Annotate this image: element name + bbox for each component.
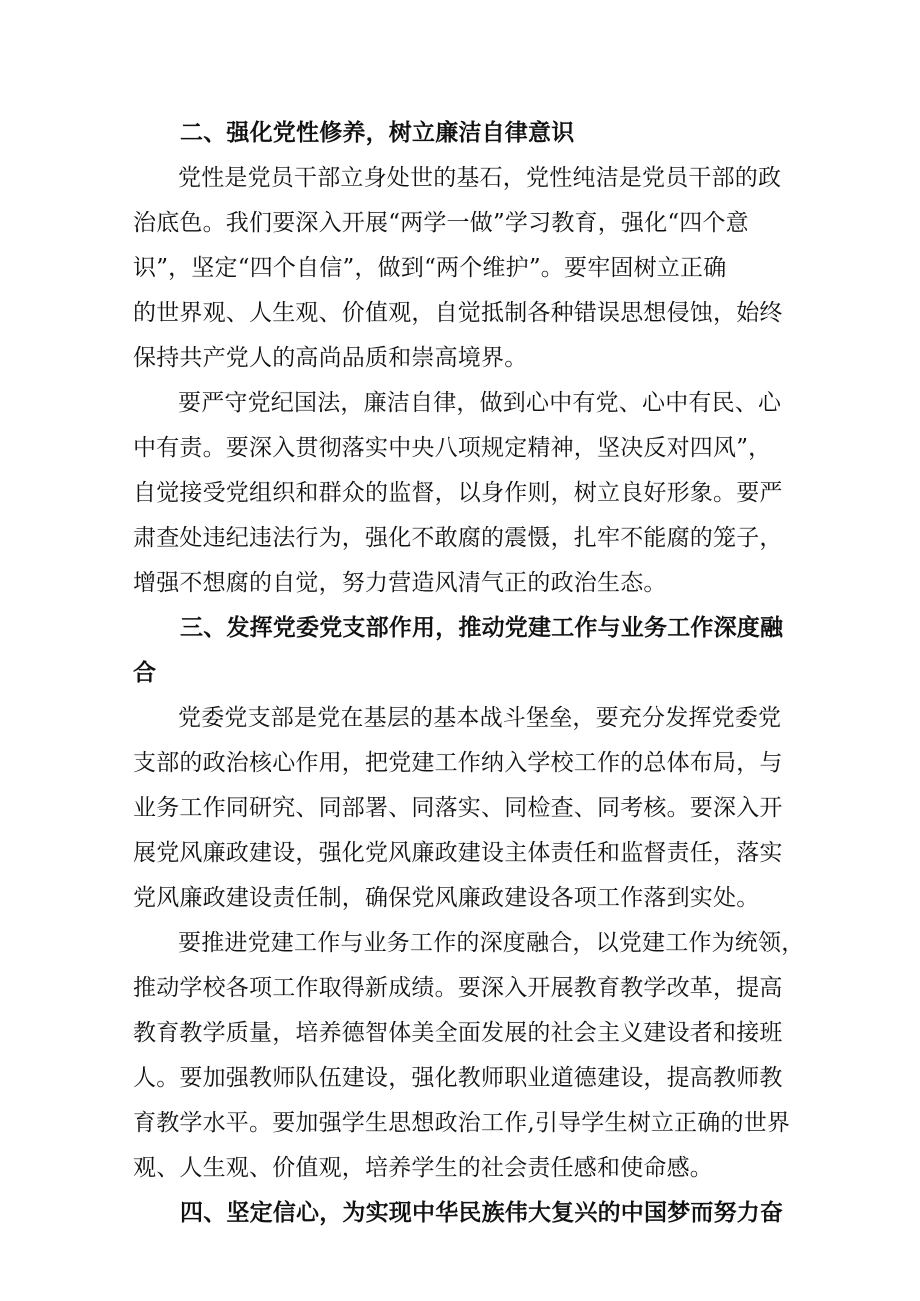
text-line: 党风廉政建设责任制，确保党风廉政建设各项工作落到实处。 (133, 885, 760, 911)
text-line: 肃查处违纪违法行为，强化不敢腐的震慑，扎牢不能腐的笼子， (133, 525, 783, 551)
text-line: 党性是党员干部立身处世的基石，党性纯洁是党员干部的政 (178, 165, 782, 191)
text-line: 教育教学质量，培养德智体美全面发展的社会主义建设者和接班 (133, 1020, 783, 1046)
text-line: 支部的政治核心作用，把党建工作纳入学校工作的总体布局，与 (133, 750, 783, 776)
text-line: 自觉接受党组织和群众的监督，以身作则，树立良好形象。要严 (133, 480, 783, 506)
text-line: 人。要加强教师队伍建设，强化教师职业道德建设，提高教师教 (133, 1065, 783, 1091)
text-line: 保持共产党人的高尚品质和崇高境界。 (133, 345, 528, 371)
text-line: 要推进党建工作与业务工作的深度融合，以党建工作为统领， (178, 930, 805, 956)
heading-line: 合 (133, 660, 157, 686)
text-line: 识”，坚定“四个自信”，做到“两个维护”。要牢固树立正确 (133, 255, 727, 281)
text-line: 增强不想腐的自觉，努力营造风清气正的政治生态。 (133, 570, 667, 596)
text-line: 观、人生观、价值观，培养学生的社会责任感和使命感。 (133, 1155, 713, 1181)
section-heading-4: 四、坚定信心，为实现中华民族伟大复兴的中国梦而努力奋 (180, 1200, 784, 1226)
text-line: 的世界观、人生观、价值观，自觉抵制各种错误思想侵蚀，始终 (133, 300, 783, 326)
text-line: 中有责。要深入贯彻落实中央八项规定精神，坚决反对四风”， (133, 435, 772, 461)
text-line: 治底色。我们要深入开展“两学一做”学习教育，强化“四个意 (133, 210, 749, 236)
heading-line: 三、发挥党委党支部作用，推动党建工作与业务工作深度融 (180, 615, 784, 641)
text-line: 育教学水平。要加强学生思想政治工作,引导学生树立正确的世界 (133, 1110, 791, 1136)
text-line: 党委党支部是党在基层的基本战斗堡垒，要充分发挥党委党 (178, 705, 782, 731)
text-line: 推动学校各项工作取得新成绩。要深入开展教育教学改革，提高 (133, 975, 783, 1001)
text-line: 业务工作同研究、同部署、同落实、同检查、同考核。要深入开 (133, 795, 783, 821)
text-line: 要严守党纪国法，廉洁自律，做到心中有党、心中有民、心 (178, 390, 782, 416)
text-line: 展党风廉政建设，强化党风廉政建设主体责任和监督责任，落实 (133, 840, 783, 866)
section-heading-2: 二、强化党性修养，树立廉洁自律意识 (180, 120, 575, 146)
